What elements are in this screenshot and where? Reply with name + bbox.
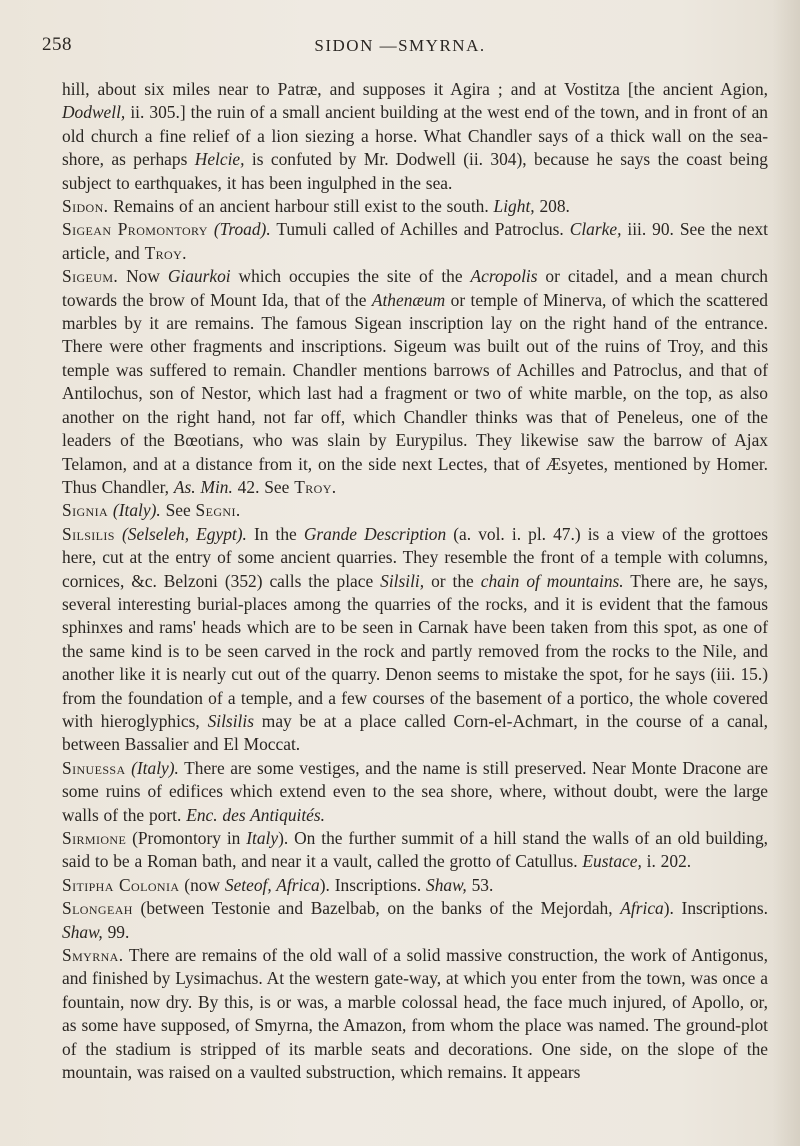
entry-headword: Sidon. [62,196,109,217]
entry-paragraph [62,523,768,757]
entry-paragraph [62,874,768,897]
entry-paragraph [62,78,768,195]
entry-paragraph [62,499,768,522]
page-number: 258 [42,34,72,55]
entry-headword: Sitipha Colonia [62,874,180,895]
entry-headword: Sigean Promontory [62,219,208,240]
italic-text: Eustace, [582,851,642,872]
italic-text: Dodwell, [62,102,126,123]
italic-text: As. Min. [173,476,233,497]
italic-text: Silsili, [380,570,425,591]
entry-text: ). Inscriptions. [663,898,768,919]
italic-text: chain of mountains. [480,570,624,591]
entry-text: or citadel, and a mean church towards the brow of Mount Ida, that of the [62,266,768,310]
italic-text: Shaw, [62,921,103,942]
body-text [62,78,768,1084]
entry-paragraph [62,218,768,265]
italic-text: (Italy). [112,500,161,521]
italic-text: Africa [620,898,664,919]
entry-text: (between Testonie and Bazelbab, on the banks of the Mejordah, [132,898,621,919]
entry-text [115,524,122,544]
entry-text: In the [246,523,304,544]
cross-reference: Troy. [144,242,187,263]
entry-text: Now [118,266,168,287]
italic-text: Helcie, [194,149,245,170]
page-edge-shadow [772,0,800,1146]
entry-text: ). Inscriptions. [319,874,427,895]
entry-text: 208. [534,196,570,217]
entry-text: i. 202. [641,851,692,872]
entry-text: There are some vestiges, and the name is still preserved. Near Monte Dracone are some ruins of edifices which extend even to the sea shore, where, without doubt, were the large walls of the port. [62,757,768,825]
italic-text: Shaw, [426,874,467,895]
entry-headword: Sigeum. [62,266,119,287]
entry-text: See [160,500,196,521]
entry-paragraph [62,827,768,874]
entry-text: Remains of an ancient harbour still exist to the south. [108,196,494,217]
entry-text: ). On the further summit of a hill stand the walls of an old building, said to be a Roman bath, and near it a vault, called the grotto of Catullus. [62,828,768,872]
entry-text: (now [179,874,225,895]
entry-paragraph [62,944,768,1084]
entry-text: is confuted by Mr. Dodwell (ii. 304), because he says the coast being subject to earthquakes, it has been ingulphed in the sea. [62,149,768,193]
entry-text: Tumuli called of Achilles and Patroclus. [270,219,570,240]
italic-text: Acropolis [470,266,538,287]
entry-text: which occupies the site of the [230,266,471,287]
entry-text: iii. 90. See the next article, and [62,219,769,263]
entry-text: 42. See [232,476,295,497]
italic-text: Athenæum [371,289,446,310]
entry-paragraph [62,265,768,499]
running-head: SIDON —SMYRNA. [314,36,486,55]
italic-text: Light, [493,196,535,217]
entry-paragraph [62,757,768,827]
entry-text: (a. vol. i. pl. 47.) is a view of the grottoes here, cut at the entry of some ancient quarries. They resemble the front of a temple with columns, cornices, &c. Belzoni (352) calls the place [62,523,768,591]
entry-text: There are remains of the old wall of a solid massive construction, the work of Antigonus, and finished by Lysimachus. At the western gate-way, at which you enter from the town, was once a fountain, now dry. By this, is or was, a marble colossal head, the face much injured, of Apollo, or, as some have supposed, of Smyrna, the Amazon, from whom the place was named. The ground-plot of the stadium is stripped of its marble seats and decorations. One side, on the slope of the mountain, was raised on a vaulted substruction, which remains. It appears [62,945,768,1083]
italic-text: (Troad). [213,219,271,240]
entry-text: 53. [466,874,494,895]
entry-headword: Silsilis [62,523,115,544]
entry-text: or temple of Minerva, of which the scattered marbles by it are remains. The famous Sigean inscription lay on the right hand of the entrance. There were other fragments and inscriptions. Sigeum was built out of the ruins of Troy, and this temple was suffered to remain. Chandler mentions barrows of Achilles and Patroclus, and that of Antilochus, son of Nestor, which last had a fragment or two of white marble, on the top, as also another on the right hand, not far off, which Chandler thinks was that of Peneleus, one of the leaders of the Bœotians, who was slain by Eurypilus. They likewise saw the barrow of Ajax Telamon, and at a distance from it, on the side next Lectes, that of Æsyetes, mentioned by Homer. Thus Chandler, [62,289,768,497]
entry-paragraph [62,195,768,218]
entry-headword: Sirmione [62,828,127,848]
entry-text: or the [424,570,481,591]
cross-reference: Segni. [195,500,241,521]
italic-text: Italy [246,828,279,848]
entry-text: ii. 305.] the ruin of a small ancient building at the west end of the town, and in front of an old church a fine relief of a lion siezing a horse. What Chandler says of a thick wall on the sea-shore, as perhaps [62,102,768,170]
entry-headword: Sinuessa [62,757,126,778]
entry-headword: Signia [62,500,109,521]
entry-headword: Slongeah [62,898,133,919]
italic-text: Silsilis [207,710,254,731]
entry-headword: Smyrna. [62,945,124,966]
entry-text: may be at a place called Corn-el-Achmart, in the course of a canal, between Bassalier and El Moccat. [62,710,768,755]
cross-reference: Troy. [294,476,337,497]
entry-text: 99. [102,921,130,942]
italic-text: Enc. des Antiquités. [186,804,326,825]
entry-text: (Promontory in [126,828,247,848]
italic-text: (Italy). [131,757,179,778]
italic-text: (Selseleh, Egypt). [121,523,247,544]
entry-text: There are, he says, several interesting burial-places among the quarries of the rocks, and it is evident that the famous sphinxes and rams' heads which are to be seen in Carnak have been taken from this spot, as one of the same kind is to be seen carved in the rock and partly removed from the rocks to the Nile, and another like it is nearly cut out of the quarry. Denon seems to mistake the spot, for he says (iii. 15.) from the foundation of a temple, and a few courses of the basement of a portico, the whole covered with hieroglyphics, [62,570,768,731]
italic-text: Clarke, [569,219,622,240]
entry-text: hill, about six miles near to Patræ, and supposes it Agira ; and at Vostitza [the ancient Agion, [62,79,768,99]
italic-text: Giaurkoi [167,266,231,287]
italic-text: Seteof, Africa [224,874,320,895]
entry-paragraph [62,897,768,944]
italic-text: Grande Description [303,523,447,544]
